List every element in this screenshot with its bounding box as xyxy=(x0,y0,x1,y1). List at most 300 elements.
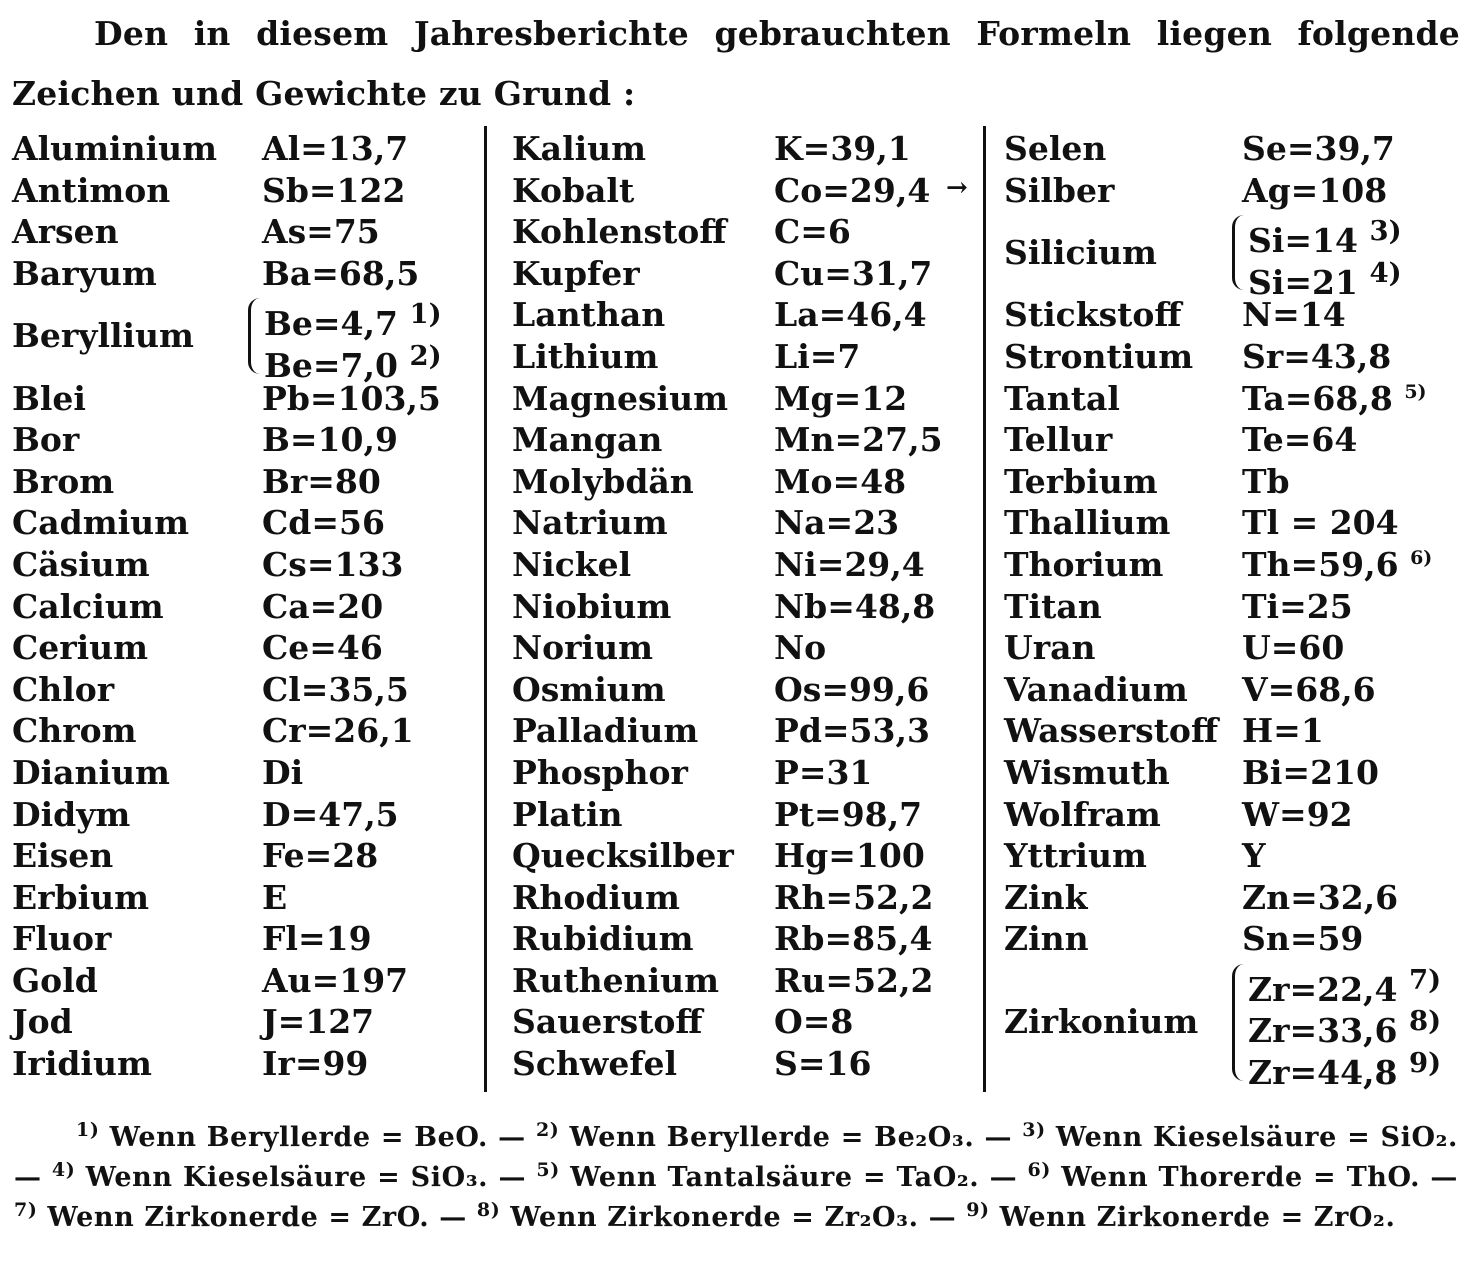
element-row xyxy=(1004,752,1464,794)
element-symbol xyxy=(262,128,408,170)
element-name: Silicium xyxy=(1004,233,1157,273)
element-name: Calcium xyxy=(12,586,164,626)
element-symbol-text: Cs=133 xyxy=(262,544,404,584)
element-row xyxy=(512,336,972,378)
element-name: Quecksilber xyxy=(512,836,734,876)
element-symbol-text: Te=64 xyxy=(1242,420,1358,460)
element-name: Cadmium xyxy=(12,503,190,543)
element-symbol-text: B=10,9 xyxy=(262,420,398,460)
element-name: Nickel xyxy=(512,544,632,584)
footnote xyxy=(535,1119,1023,1153)
value-group xyxy=(1248,211,1402,302)
element-row xyxy=(1004,378,1464,420)
element-symbol-text: Au=197 xyxy=(262,960,409,1000)
footnote-mark: 3) xyxy=(1022,1119,1046,1141)
element-symbol-text: Mn=27,5 xyxy=(774,420,943,460)
element-value xyxy=(1248,1043,1442,1093)
element-name: Terbium xyxy=(1004,461,1158,501)
element-symbol xyxy=(774,502,899,544)
footnote-text: Wenn Kieselsäure = SiO₃. — xyxy=(75,1162,537,1193)
element-value xyxy=(1248,1001,1442,1051)
footnote-mark: 6) xyxy=(1027,1159,1051,1181)
element-name: Brom xyxy=(12,461,115,501)
element-name: Kupfer xyxy=(512,253,640,293)
element-row xyxy=(1004,835,1464,877)
element-symbol xyxy=(774,960,933,1002)
element-symbol xyxy=(262,710,414,752)
element-symbol xyxy=(774,627,826,669)
footnote-text: Wenn Zirkonerde = Zr₂O₃. — xyxy=(500,1202,967,1233)
brace-icon xyxy=(1232,964,1245,1081)
element-symbol-text: U=60 xyxy=(1242,628,1345,668)
element-symbol xyxy=(1242,877,1398,919)
element-symbol xyxy=(262,170,405,212)
element-row xyxy=(512,294,972,336)
element-row xyxy=(1004,960,1464,1093)
value-group xyxy=(264,294,442,385)
element-row xyxy=(12,710,482,752)
element-name: Sauerstoff xyxy=(512,1002,703,1042)
element-value xyxy=(264,336,442,385)
element-row xyxy=(1004,211,1464,302)
element-symbol xyxy=(1242,128,1395,170)
element-row xyxy=(512,710,972,752)
element-symbol-text: Rb=85,4 xyxy=(774,919,933,959)
footnote xyxy=(76,1119,536,1153)
footnote-mark: 9) xyxy=(966,1199,990,1221)
footnote xyxy=(536,1159,1028,1193)
element-name: Platin xyxy=(512,794,623,834)
element-symbol-text: Ta=68,8 xyxy=(1242,378,1393,418)
element-row xyxy=(1004,669,1464,711)
element-symbol-text: Os=99,6 xyxy=(774,669,930,709)
element-row xyxy=(12,586,482,628)
element-symbol xyxy=(774,336,860,378)
intro-text: Den in diesem Jahresberichte gebrauchten Formeln liegen folgende Zeichen und Gewichte zu Grund : xyxy=(12,14,1460,113)
element-symbol xyxy=(262,877,287,919)
element-name: Fluor xyxy=(12,919,112,959)
element-symbol xyxy=(774,586,935,628)
element-symbol xyxy=(262,461,381,503)
element-name: Norium xyxy=(512,628,654,668)
element-symbol-text: D=47,5 xyxy=(262,794,399,834)
element-symbol-text: Ti=25 xyxy=(1242,586,1353,626)
element-name: Cerium xyxy=(12,628,149,668)
footnote-ref: 1) xyxy=(409,298,442,331)
element-name: Tellur xyxy=(1004,420,1113,460)
element-name: Rhodium xyxy=(512,877,680,917)
element-symbol xyxy=(774,461,906,503)
element-row xyxy=(1004,794,1464,836)
element-name: Blei xyxy=(12,378,86,418)
element-symbol xyxy=(1242,170,1387,212)
element-symbol xyxy=(774,669,929,711)
element-symbol: Si=21 xyxy=(1248,262,1358,302)
element-row xyxy=(12,918,482,960)
element-row xyxy=(512,502,972,544)
element-name: Rubidium xyxy=(512,919,694,959)
element-symbol xyxy=(774,544,925,586)
element-symbol xyxy=(262,752,303,794)
element-name: Iridium xyxy=(12,1044,152,1084)
element-symbol-text: Ir=99 xyxy=(262,1044,369,1084)
element-symbol-text: V=68,6 xyxy=(1242,669,1376,709)
element-row xyxy=(512,794,972,836)
element-name: Thallium xyxy=(1004,503,1171,543)
footnote-mark: 7) xyxy=(14,1199,38,1221)
element-symbol xyxy=(1242,378,1427,420)
element-symbol-text: J=127 xyxy=(262,1002,375,1042)
footnote-text: Wenn Tantalsäure = TaO₂. — xyxy=(559,1162,1028,1193)
element-row xyxy=(12,544,482,586)
element-value xyxy=(1248,960,1442,1009)
element-symbol-text: No xyxy=(774,628,827,668)
element-symbol-text: P=31 xyxy=(774,752,873,792)
element-symbol xyxy=(1242,710,1324,752)
element-row xyxy=(512,586,972,628)
element-symbol-text: K=39,1 xyxy=(774,129,911,168)
element-row xyxy=(12,627,482,669)
element-name: Zirkonium xyxy=(1004,1001,1199,1041)
element-symbol-text: Sr=43,8 xyxy=(1242,336,1392,376)
footnote xyxy=(51,1159,537,1193)
element-row xyxy=(12,378,482,420)
footnote-ref: 4) xyxy=(1369,256,1402,289)
element-row xyxy=(512,170,972,212)
element-symbol-text: Mg=12 xyxy=(774,378,908,418)
element-symbol-text: Bi=210 xyxy=(1242,752,1379,792)
element-symbol xyxy=(262,502,385,544)
element-row xyxy=(1004,128,1464,170)
footnote-mark: 8) xyxy=(476,1199,501,1221)
column-divider xyxy=(983,126,986,1092)
element-name: Strontium xyxy=(1004,336,1194,376)
element-name: Cäsium xyxy=(12,544,150,584)
footnote-text: Wenn Kieselsäure = SiO₂. — xyxy=(14,1122,1458,1193)
element-row xyxy=(512,752,972,794)
element-symbol-text: Pb=103,5 xyxy=(262,378,441,418)
footnote-text: Wenn Thorerde = ThO. — xyxy=(1050,1162,1458,1193)
element-symbol-text: Cu=31,7 xyxy=(774,253,933,293)
element-symbol-text: Al=13,7 xyxy=(262,129,409,168)
footnote-mark: 2) xyxy=(535,1119,560,1141)
element-row xyxy=(512,835,972,877)
element-value xyxy=(264,294,442,344)
footnote-ref: 8) xyxy=(1409,1005,1442,1038)
footnote-text: Wenn Beryllerde = BeO. — xyxy=(99,1122,536,1153)
element-symbol-text: Ca=20 xyxy=(262,586,384,626)
element-symbol xyxy=(774,918,933,960)
element-name: Erbium xyxy=(12,877,150,917)
footnote xyxy=(966,1199,1396,1233)
element-column-3 xyxy=(1004,128,1464,1093)
element-symbol-text: Fe=28 xyxy=(262,836,379,876)
element-symbol: Zr=33,6 xyxy=(1248,1011,1398,1051)
element-row xyxy=(12,794,482,836)
element-name: Vanadium xyxy=(1004,669,1188,709)
element-symbol xyxy=(774,128,911,170)
footnote-text: Wenn Zirkonerde = ZrO. — xyxy=(37,1202,477,1233)
element-symbol xyxy=(774,1001,853,1043)
element-row xyxy=(512,211,972,253)
element-name: Jod xyxy=(12,1002,73,1042)
element-symbol-text: Ce=46 xyxy=(262,628,383,668)
footnote-mark: 1) xyxy=(76,1119,100,1141)
element-row xyxy=(1004,918,1464,960)
element-symbol xyxy=(262,419,398,461)
brace-icon xyxy=(248,298,261,373)
element-row xyxy=(1004,586,1464,628)
element-symbol xyxy=(1242,586,1353,628)
element-row xyxy=(1004,461,1464,503)
element-row xyxy=(512,918,972,960)
footnote-text: Wenn Beryllerde = Be₂O₃. — xyxy=(559,1122,1023,1153)
element-symbol xyxy=(1242,752,1379,794)
element-row xyxy=(512,419,972,461)
element-name: Wasserstoff xyxy=(1004,711,1219,751)
footnote-mark: 5) xyxy=(536,1159,560,1181)
column-divider xyxy=(484,126,487,1092)
element-symbol-text: Th=59,6 xyxy=(1242,544,1399,584)
element-symbol-text: Mo=48 xyxy=(774,461,907,501)
element-name: Tantal xyxy=(1004,378,1120,418)
element-symbol xyxy=(774,710,930,752)
element-symbol: Si=14 xyxy=(1248,221,1358,261)
element-name: Kalium xyxy=(512,129,647,168)
element-symbol-text: La=46,4 xyxy=(774,295,927,335)
element-symbol xyxy=(1242,544,1432,586)
element-row xyxy=(12,211,482,253)
element-symbol xyxy=(774,835,925,877)
element-symbol xyxy=(1242,627,1344,669)
footnote-ref: 2) xyxy=(409,339,442,372)
element-name: Aluminium xyxy=(12,129,218,168)
element-name: Lanthan xyxy=(512,295,666,335)
element-symbol-text: Ag=108 xyxy=(1242,170,1388,210)
element-symbol-text: Ru=52,2 xyxy=(774,960,934,1000)
element-symbol-text: Pd=53,3 xyxy=(774,711,930,751)
element-symbol xyxy=(1242,502,1399,544)
element-name: Schwefel xyxy=(512,1044,678,1084)
element-symbol xyxy=(774,1043,871,1085)
element-row xyxy=(1004,544,1464,586)
element-symbol xyxy=(1242,336,1391,378)
element-name: Kobalt xyxy=(512,170,635,210)
footnote-ref: 3) xyxy=(1369,215,1402,248)
element-symbol-text: H=1 xyxy=(1242,711,1324,751)
element-symbol-text: C=6 xyxy=(774,212,851,252)
element-value xyxy=(1248,253,1402,302)
element-symbol xyxy=(774,170,930,212)
element-row xyxy=(12,669,482,711)
element-value xyxy=(1248,211,1402,261)
element-name: Titan xyxy=(1004,586,1102,626)
element-symbol-text: Di xyxy=(262,752,304,792)
element-row xyxy=(12,502,482,544)
element-symbol xyxy=(774,752,872,794)
element-row xyxy=(512,960,972,1002)
element-symbol-text: N=14 xyxy=(1242,295,1346,335)
footnote-ref: 9) xyxy=(1409,1047,1442,1080)
element-row xyxy=(512,128,972,170)
element-name: Zink xyxy=(1004,877,1088,917)
footnote xyxy=(476,1199,967,1233)
element-symbol-text: Y xyxy=(1242,836,1266,876)
element-name: Bor xyxy=(12,420,80,460)
element-row xyxy=(12,835,482,877)
element-row xyxy=(12,170,482,212)
element-row xyxy=(1004,877,1464,919)
element-symbol xyxy=(774,378,907,420)
element-symbol-text: Sn=59 xyxy=(1242,919,1364,959)
element-row xyxy=(1004,170,1464,212)
element-name: Yttrium xyxy=(1004,836,1147,876)
element-symbol: Be=4,7 xyxy=(264,304,398,344)
element-name: Arsen xyxy=(12,212,119,252)
element-name: Baryum xyxy=(12,253,157,293)
element-row xyxy=(512,378,972,420)
element-column-2 xyxy=(512,128,972,1085)
element-symbol-text: Fl=19 xyxy=(262,919,372,959)
element-name: Wolfram xyxy=(1004,794,1161,834)
element-row xyxy=(1004,419,1464,461)
footnote-ref: 5) xyxy=(1404,380,1427,403)
element-symbol xyxy=(1242,835,1266,877)
element-row xyxy=(512,1043,972,1085)
element-symbol-text: Na=23 xyxy=(774,503,900,543)
value-group xyxy=(1248,960,1442,1093)
element-name: Thorium xyxy=(1004,544,1164,584)
element-name: Dianium xyxy=(12,752,170,792)
element-symbol xyxy=(1242,918,1363,960)
element-row xyxy=(512,1001,972,1043)
footnote-text: Wenn Zirkonerde = ZrO₂. xyxy=(989,1202,1396,1233)
element-symbol xyxy=(774,253,932,295)
element-symbol xyxy=(774,211,851,253)
element-symbol xyxy=(774,294,927,336)
element-symbol-text: Rh=52,2 xyxy=(774,877,934,917)
element-name: Chrom xyxy=(12,711,137,751)
element-name: Silber xyxy=(1004,170,1115,210)
element-symbol xyxy=(262,253,419,295)
element-row xyxy=(512,669,972,711)
element-name: Natrium xyxy=(512,503,668,543)
element-row xyxy=(12,253,482,295)
element-name: Mangan xyxy=(512,420,663,460)
element-symbol: Be=7,0 xyxy=(264,345,398,385)
footnote xyxy=(1027,1159,1459,1193)
element-row xyxy=(512,253,972,295)
element-row xyxy=(1004,336,1464,378)
element-symbol xyxy=(1242,461,1290,503)
element-symbol-text: Co=29,4 xyxy=(774,170,931,210)
element-name: Didym xyxy=(12,794,131,834)
element-symbol xyxy=(774,877,933,919)
element-symbol-text: E xyxy=(262,877,288,917)
element-name: Palladium xyxy=(512,711,699,751)
footnote-mark: 4) xyxy=(51,1159,76,1181)
element-symbol-text: Nb=48,8 xyxy=(774,586,936,626)
element-symbol xyxy=(774,419,943,461)
element-row xyxy=(1004,294,1464,336)
element-symbol xyxy=(262,1043,368,1085)
element-symbol xyxy=(262,211,380,253)
element-symbol xyxy=(262,918,372,960)
element-symbol-text: Li=7 xyxy=(774,336,861,376)
element-row xyxy=(512,544,972,586)
element-row xyxy=(1004,710,1464,752)
element-row xyxy=(12,1001,482,1043)
element-symbol-text: Ba=68,5 xyxy=(262,253,420,293)
element-symbol: Zr=44,8 xyxy=(1248,1053,1398,1093)
element-row xyxy=(512,877,972,919)
element-row xyxy=(512,461,972,503)
element-symbol-text: As=75 xyxy=(262,212,380,252)
element-symbol-text: W=92 xyxy=(1242,794,1353,834)
element-row xyxy=(1004,502,1464,544)
element-name: Lithium xyxy=(512,336,659,376)
element-symbol xyxy=(774,794,922,836)
element-row xyxy=(1004,627,1464,669)
element-row xyxy=(12,877,482,919)
element-name: Niobium xyxy=(512,586,672,626)
brace-icon xyxy=(1232,215,1245,290)
element-row xyxy=(12,960,482,1002)
footnote xyxy=(14,1199,477,1233)
element-symbol-text: S=16 xyxy=(774,1044,872,1084)
element-name: Stickstoff xyxy=(1004,295,1182,335)
element-column-1 xyxy=(12,128,482,1085)
element-name: Phosphor xyxy=(512,752,688,792)
element-symbol-text: Pt=98,7 xyxy=(774,794,923,834)
element-symbol xyxy=(1242,794,1353,836)
element-symbol-text: Cd=56 xyxy=(262,503,385,543)
footnote-ref: 6) xyxy=(1410,546,1433,569)
element-symbol-text: Tl = 204 xyxy=(1242,503,1399,543)
element-symbol-text: Hg=100 xyxy=(774,836,925,876)
element-symbol xyxy=(262,378,441,420)
element-name: Wismuth xyxy=(1004,752,1170,792)
element-symbol-text: Zn=32,6 xyxy=(1242,877,1399,917)
element-symbol xyxy=(1242,294,1346,336)
element-name: Eisen xyxy=(12,836,114,876)
element-symbol xyxy=(262,669,409,711)
element-name: Kohlenstoff xyxy=(512,212,727,252)
element-name: Molybdän xyxy=(512,461,694,501)
element-row xyxy=(12,128,482,170)
element-name: Ruthenium xyxy=(512,960,720,1000)
element-row xyxy=(12,752,482,794)
element-name: Zinn xyxy=(1004,919,1089,959)
element-symbol-text: Cl=35,5 xyxy=(262,669,409,709)
element-name: Magnesium xyxy=(512,378,728,418)
element-row xyxy=(12,294,482,385)
element-name: Beryllium xyxy=(12,316,194,356)
element-symbol-text: Se=39,7 xyxy=(1242,129,1395,168)
element-symbol-text: Br=80 xyxy=(262,461,381,501)
element-name: Uran xyxy=(1004,628,1096,668)
element-symbol xyxy=(262,627,383,669)
element-symbol: Zr=22,4 xyxy=(1248,969,1398,1009)
element-symbol-text: O=8 xyxy=(774,1002,854,1042)
element-symbol-text: Sb=122 xyxy=(262,170,406,210)
arrow-icon: → xyxy=(946,173,968,203)
footnote-ref: 7) xyxy=(1409,963,1442,996)
element-symbol xyxy=(1242,419,1357,461)
element-row xyxy=(12,461,482,503)
element-symbol xyxy=(262,586,383,628)
element-row xyxy=(12,1043,482,1085)
